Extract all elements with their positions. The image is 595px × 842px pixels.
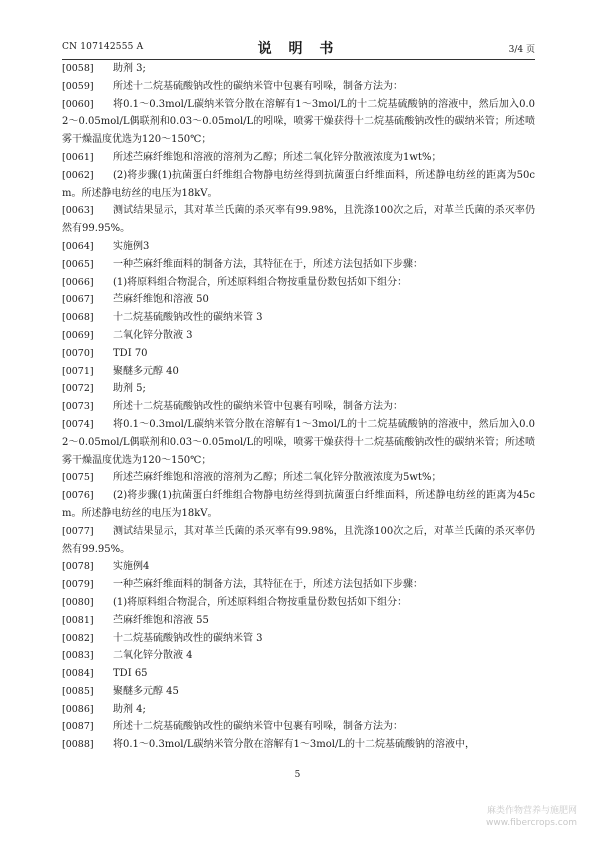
page-number: 5	[294, 770, 301, 780]
paragraph	[62, 487, 535, 523]
paragraph	[62, 576, 535, 594]
paragraph-number: [0075]	[62, 472, 94, 484]
paragraph	[62, 256, 535, 274]
paragraph-number: [0078]	[62, 561, 94, 573]
paragraph-text: 苎麻纤维饱和溶液 50	[113, 294, 209, 306]
paragraph-number: [0072]	[62, 383, 94, 395]
paragraph-text: 测试结果显示，其对革兰氏菌的杀灭率有99.98%，且洗涤100次之后，对革兰氏菌的杀灭率仍然有99.95%。	[62, 205, 535, 235]
paragraph	[62, 327, 535, 345]
paragraph	[62, 612, 535, 630]
paragraph	[62, 238, 535, 256]
paragraph-text: 聚醚多元醇 40	[113, 365, 179, 377]
paragraph	[62, 718, 535, 736]
paragraph-text: 十二烷基硫酸钠改性的碳纳米管 3	[113, 312, 263, 324]
paragraph-number: [0067]	[62, 294, 94, 306]
paragraph-text: 所述十二烷基硫酸钠改性的碳纳米管中包裹有吲哚，制备方法为：	[113, 80, 403, 92]
paragraph-text: 所述十二烷基硫酸钠改性的碳纳米管中包裹有吲哚，制备方法为：	[113, 721, 403, 733]
watermark-line: 麻类作物营养与施肥网	[486, 806, 577, 816]
paragraph-text: TDI 65	[113, 668, 148, 680]
paragraph-text: 二氧化锌分散液 3	[113, 329, 193, 341]
paragraph	[62, 558, 535, 576]
paragraph-number: [0059]	[62, 80, 94, 92]
paragraph	[62, 701, 535, 719]
paragraph	[62, 78, 535, 96]
watermark	[486, 805, 577, 829]
paragraph	[62, 60, 535, 78]
watermark-url: www.fibercrops.com	[486, 818, 577, 828]
paragraph-number: [0066]	[62, 276, 94, 288]
paragraph-text: 将0.1～0.3mol/L碳纳米管分散在溶解有1～3mol/L的十二烷基硫酸钠的溶液中，然后加入0.02～0.05mol/L偶联剂和0.03～0.05mol/L的吲哚，喷雾干燥获得十二烷基硫酸钠改性的碳纳米管；所述喷雾干燥温度优选为120～150℃；	[62, 98, 535, 146]
paragraph-text: 聚醚多元醇 45	[113, 685, 179, 697]
paragraph	[62, 594, 535, 612]
paragraph-number: [0080]	[62, 596, 94, 608]
paragraph-number: [0070]	[62, 347, 94, 359]
paragraph-text: 实施例3	[113, 240, 150, 252]
paragraph-number: [0063]	[62, 205, 94, 217]
paragraph-text: (2)将步骤(1)抗菌蛋白纤维组合物静电纺丝得到抗菌蛋白纤维面料，所述静电纺丝的距离为45cm。所述静电纺丝的电压为18kV。	[62, 490, 535, 519]
paragraph	[62, 291, 535, 309]
paragraph-number: [0069]	[62, 329, 94, 341]
paragraph-number: [0074]	[62, 418, 94, 430]
paragraph	[62, 647, 535, 665]
paragraph-text: 助剂 4;	[113, 703, 146, 715]
paragraph-number: [0087]	[62, 721, 94, 733]
document-body	[62, 60, 535, 754]
paragraph	[62, 683, 535, 701]
paragraph-number: [0061]	[62, 151, 94, 163]
paragraph-number: [0085]	[62, 685, 94, 697]
paragraph-number: [0071]	[62, 365, 94, 377]
paragraph-number: [0068]	[62, 312, 94, 324]
paragraph-text: 所述十二烷基硫酸钠改性的碳纳米管中包裹有吲哚，制备方法为：	[113, 401, 403, 413]
paragraph	[62, 345, 535, 363]
paragraph-text: (2)将步骤(1)抗菌蛋白纤维组合物静电纺丝得到抗菌蛋白纤维面料，所述静电纺丝的距离为50cm。所述静电纺丝的电压为18kV。	[62, 169, 535, 199]
paragraph-number: [0076]	[62, 490, 94, 502]
paragraph-number: [0058]	[62, 63, 94, 74]
paragraph	[62, 523, 535, 559]
paragraph-number: [0084]	[62, 668, 94, 680]
paragraph-text: 一种苎麻纤维面料的制备方法，其特征在于，所述方法包括如下步骤：	[113, 579, 423, 591]
paragraph-text: 助剂 3;	[113, 63, 146, 74]
paragraph-number: [0060]	[62, 98, 94, 110]
paragraph-text: 十二烷基硫酸钠改性的碳纳米管 3	[113, 632, 263, 644]
paragraph-text: (1)将原料组合物混合，所述原料组合物按重量份数包括如下组分：	[113, 276, 408, 288]
paragraph-text: 将0.1～0.3mol/L碳纳米管分散在溶解有1～3mol/L的十二烷基硫酸钠的溶液中，然后加入0.02～0.05mol/L偶联剂和0.03～0.05mol/L的吲哚，喷雾干燥获得十二烷基硫酸钠改性的碳纳米管；所述喷雾干燥温度优选为120～150℃；	[62, 418, 535, 466]
document-number: CN 107142555 A	[62, 42, 144, 52]
paragraph-number: [0064]	[62, 240, 94, 252]
paragraph-text: 测试结果显示，其对革兰氏菌的杀灭率有99.98%，且洗涤100次之后，对革兰氏菌的杀灭率仍然有99.95%。	[62, 525, 535, 555]
paragraph	[62, 309, 535, 327]
paragraph-number: [0065]	[62, 258, 94, 270]
paragraph	[62, 630, 535, 648]
paragraph-text: (1)将原料组合物混合，所述原料组合物按重量份数包括如下组分：	[113, 596, 408, 608]
paragraph-text: 所述苎麻纤维饱和溶液的溶剂为乙醇；所述二氧化锌分散液浓度为5wt%；	[113, 472, 442, 484]
paragraph	[62, 96, 535, 149]
paragraph	[62, 736, 535, 754]
paragraph-number: [0083]	[62, 650, 94, 662]
paragraph-number: [0086]	[62, 703, 94, 715]
paragraph	[62, 469, 535, 487]
paragraph	[62, 363, 535, 381]
paragraph-text: TDI 70	[113, 347, 148, 359]
paragraph-text: 二氧化锌分散液 4	[113, 650, 193, 662]
paragraph-number: [0081]	[62, 614, 94, 626]
paragraph-text: 将0.1～0.3mol/L碳纳米管分散在溶解有1～3mol/L的十二烷基硫酸钠的溶液中，	[113, 739, 475, 751]
paragraph	[62, 167, 535, 203]
paragraph-number: [0062]	[62, 169, 94, 181]
paragraph	[62, 665, 535, 683]
document-title: 说 明 书	[257, 41, 340, 57]
paragraph	[62, 380, 535, 398]
paragraph	[62, 149, 535, 167]
paragraph-number: [0077]	[62, 525, 94, 537]
paragraph-number: [0088]	[62, 739, 94, 751]
page-reference: 3/4 页	[508, 45, 535, 55]
paragraph	[62, 398, 535, 416]
paragraph	[62, 416, 535, 469]
paragraph-number: [0079]	[62, 579, 94, 591]
paragraph-text: 所述苎麻纤维饱和溶液的溶剂为乙醇；所述二氧化锌分散液浓度为1wt%；	[113, 151, 442, 163]
paragraph-number: [0073]	[62, 401, 94, 413]
paragraph	[62, 202, 535, 238]
paragraph-number: [0082]	[62, 632, 94, 644]
paragraph-text: 苎麻纤维饱和溶液 55	[113, 614, 209, 626]
page-header	[62, 38, 535, 58]
paragraph	[62, 274, 535, 292]
paragraph-text: 一种苎麻纤维面料的制备方法，其特征在于，所述方法包括如下步骤：	[113, 258, 423, 270]
paragraph-text: 实施例4	[113, 561, 150, 573]
paragraph-text: 助剂 5;	[113, 383, 146, 395]
